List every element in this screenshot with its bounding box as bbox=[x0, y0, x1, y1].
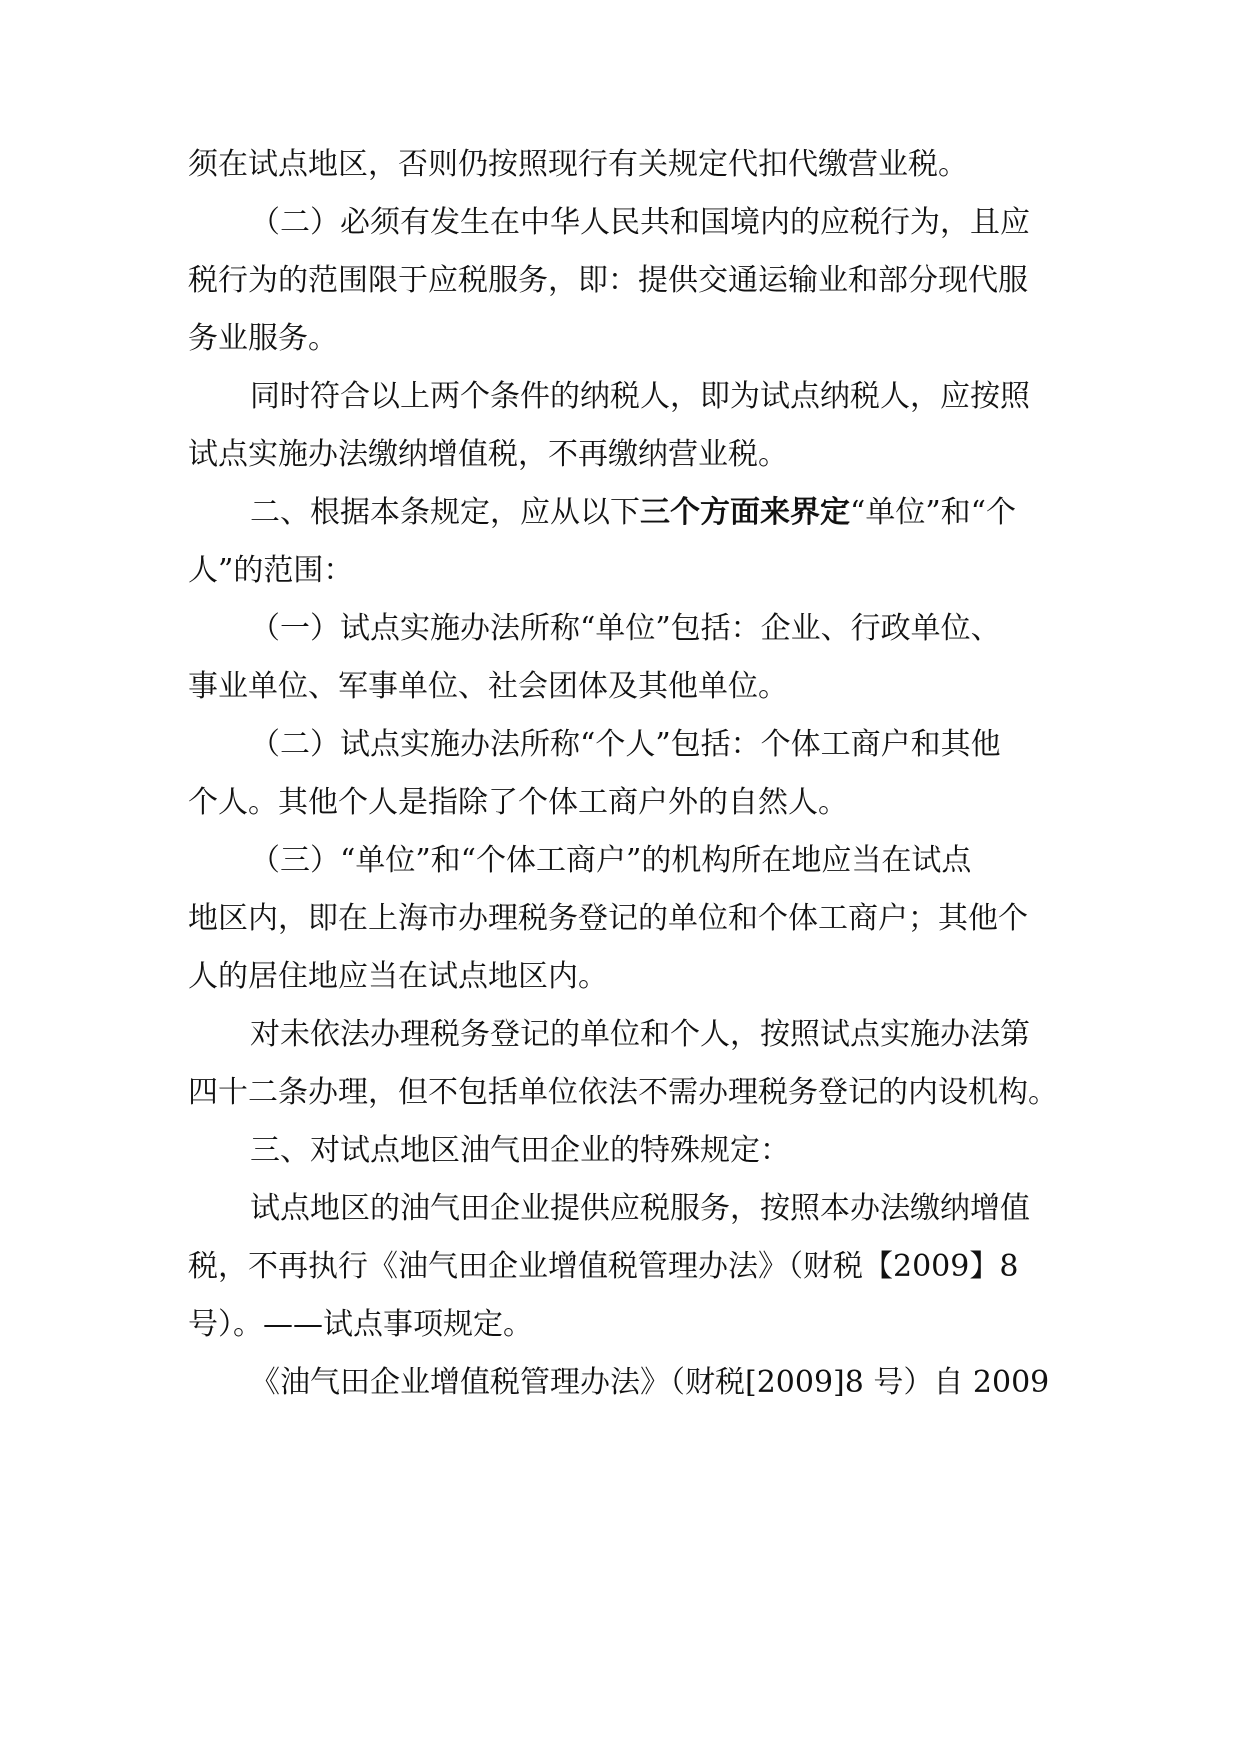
text-line: （二）必须有发生在中华人民共和国境内的应税行为，且应 bbox=[250, 205, 1030, 240]
text-line: 须在试点地区，否则仍按照现行有关规定代扣代缴营业税。 bbox=[188, 147, 968, 182]
text-line: 务业服务。 bbox=[188, 321, 338, 356]
text-segment: 二、根据本条规定，应从以下 bbox=[250, 495, 640, 530]
text-line: 试点地区的油气田企业提供应税服务，按照本办法缴纳增值 bbox=[250, 1191, 1030, 1226]
text-line: 税行为的范围限于应税服务，即：提供交通运输业和部分现代服 bbox=[188, 263, 1028, 298]
text-line: 《油气田企业增值税管理办法》（财税[2009]8 号）自 2009 bbox=[250, 1365, 1050, 1400]
text-line: 三、对试点地区油气田企业的特殊规定： bbox=[250, 1133, 790, 1168]
text-line: 人的居住地应当在试点地区内。 bbox=[188, 959, 608, 994]
text-line: （二）试点实施办法所称“个人”包括：个体工商户和其他 bbox=[250, 727, 1001, 762]
text-line bbox=[250, 493, 1070, 533]
text-line: 人”的范围： bbox=[188, 553, 354, 588]
text-segment: “单位”和“个 bbox=[850, 495, 1017, 530]
text-line: （一）试点实施办法所称“单位”包括：企业、行政单位、 bbox=[250, 611, 1001, 646]
text-line: 个人。其他个人是指除了个体工商户外的自然人。 bbox=[188, 785, 848, 820]
text-line: 四十二条办理，但不包括单位依法不需办理税务登记的内设机构。 bbox=[188, 1075, 1058, 1110]
text-line: 号）。——试点事项规定。 bbox=[188, 1307, 533, 1342]
bold-text-segment: 三个方面来界定 bbox=[640, 495, 850, 530]
text-line: 对未依法办理税务登记的单位和个人，按照试点实施办法第 bbox=[250, 1017, 1030, 1052]
text-line: （三）“单位”和“个体工商户”的机构所在地应当在试点 bbox=[250, 843, 972, 878]
text-line: 税，不再执行《油气田企业增值税管理办法》（财税【2009】8 bbox=[188, 1249, 1019, 1284]
text-line: 试点实施办法缴纳增值税，不再缴纳营业税。 bbox=[188, 437, 788, 472]
text-line: 同时符合以上两个条件的纳税人，即为试点纳税人，应按照 bbox=[250, 379, 1030, 414]
text-line: 地区内，即在上海市办理税务登记的单位和个体工商户；其他个 bbox=[188, 901, 1028, 936]
text-line: 事业单位、军事单位、社会团体及其他单位。 bbox=[188, 669, 788, 704]
